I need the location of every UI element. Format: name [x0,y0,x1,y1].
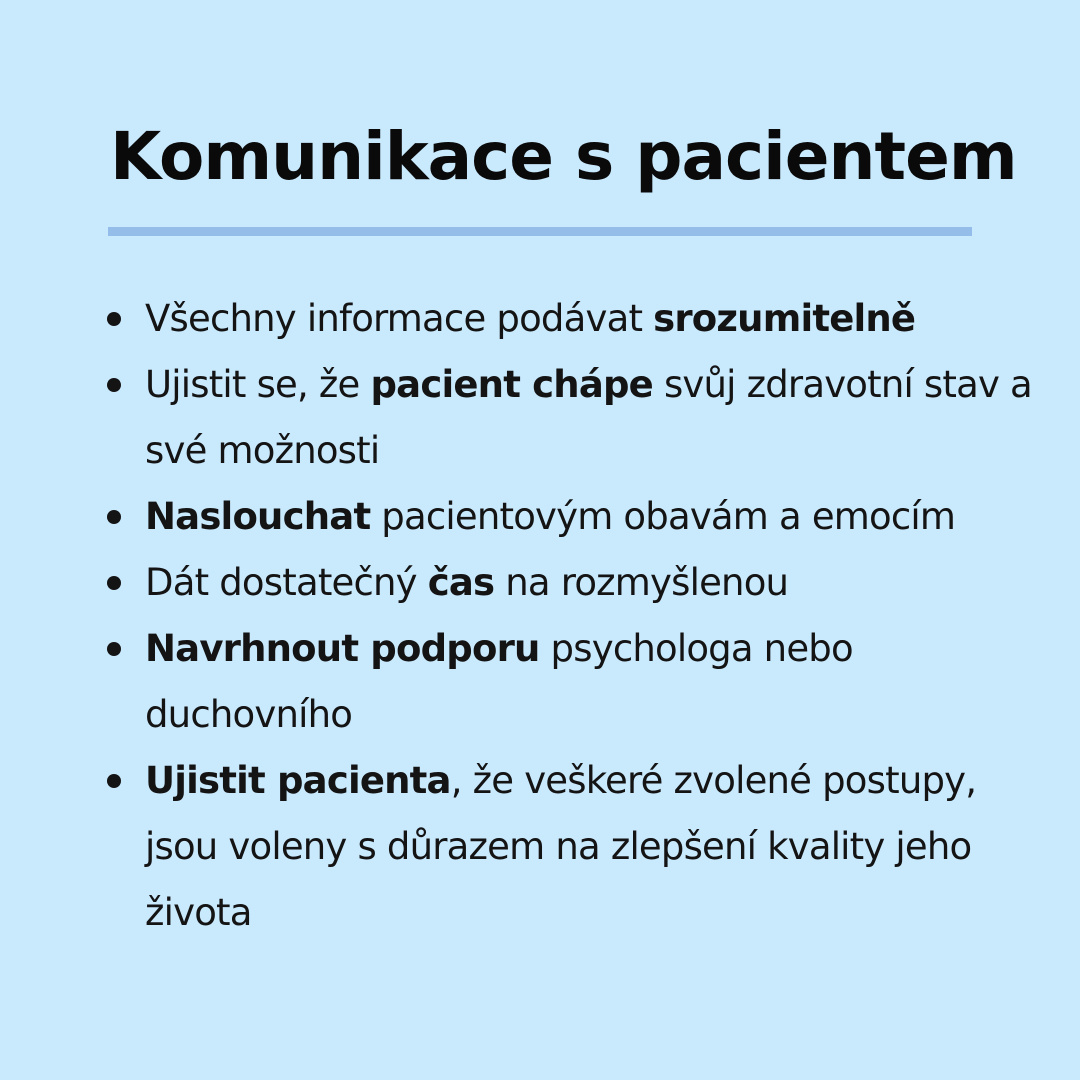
bullet-text-bold: Naslouchat [145,495,371,538]
bullet-item-cas [103,550,1033,616]
bullet-text-bold: srozumitelně [653,297,916,340]
bullet-item-podpora [103,616,1033,748]
bullet-list [103,286,1033,946]
title-divider [108,227,972,236]
bullet-dot-icon [107,378,121,392]
bullet-text-before: Dát dostatečný [145,561,428,604]
bullet-text-after: pacientovým obavám a emocím [370,495,956,538]
bullet-dot-icon [107,312,121,326]
bullet-text-bold: pacient chápe [370,363,653,406]
bullet-text-bold: Navrhnout podporu [145,627,540,670]
bullet-item-pacient-chape [103,352,1033,484]
bullet-text-bold: čas [427,561,495,604]
bullet-text-after: psychologa nebo duchovního [145,627,853,736]
bullet-text-after: na rozmyšlenou [494,561,789,604]
bullet-text-after: , že veškeré zvolené postupy, jsou voleny s důrazem na zlepšení kvality jeho života [145,759,977,934]
bullet-text-before: Všechny informace podávat [145,297,654,340]
bullet-dot-icon [107,642,121,656]
bullet-text-after: svůj zdravotní stav a své možnosti [145,363,1032,472]
bullet-text-before: Ujistit se, že [145,363,371,406]
bullet-item-srozumitelne [103,286,1033,352]
bullet-text-bold: Ujistit pacienta [145,759,451,802]
page-title: Komunikace s pacientem [110,118,1017,195]
bullet-item-naslouchat [103,484,1033,550]
bullet-dot-icon [107,576,121,590]
bullet-dot-icon [107,510,121,524]
bullet-item-ujistit-pacienta [103,748,1033,946]
bullet-dot-icon [107,774,121,788]
